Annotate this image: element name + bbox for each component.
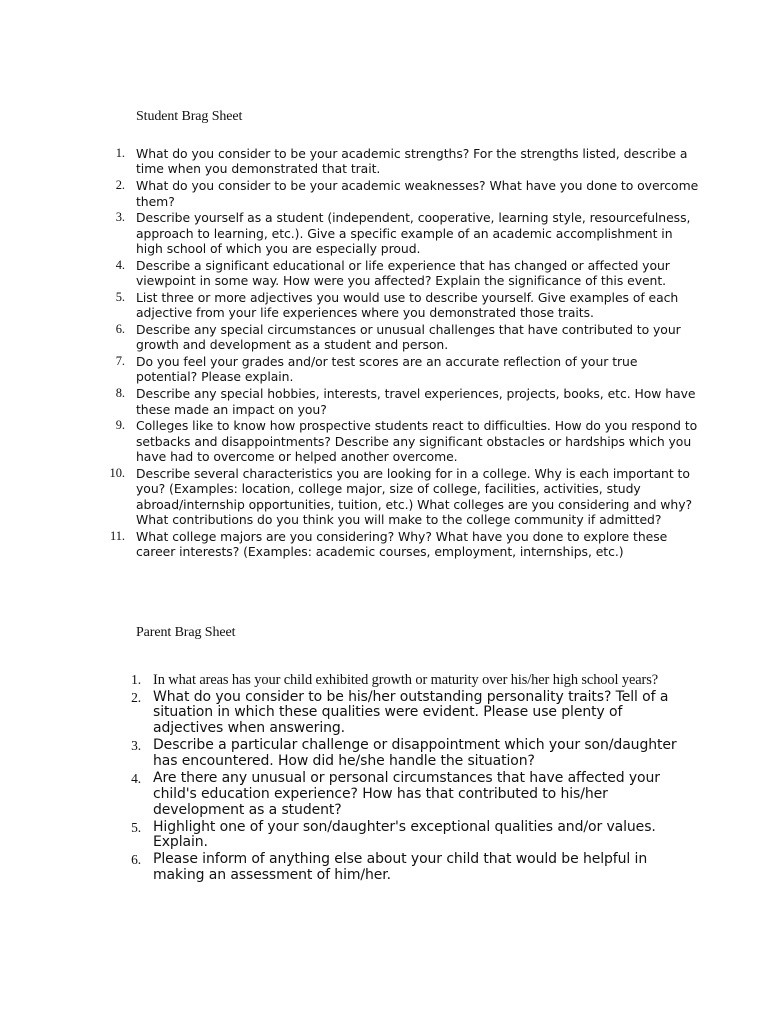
question-number: 8. (115, 386, 125, 401)
question-text: Describe yourself as a student (independent, cooperative, learning style, resourcefulness, approach to learning, etc.). Give a specific example of an academic accomplishment in high school of which you are especially proud. (136, 210, 691, 257)
parent-question-item (116, 672, 686, 689)
question-text: Please inform of anything else about your child that would be helpful in making an assessment of him/her. (153, 851, 648, 884)
student-question-item (100, 529, 700, 560)
student-question-item (100, 466, 700, 528)
question-text: What do you consider to be your academic weaknesses? What have you done to overcome them? (136, 178, 699, 209)
parent-question-item (116, 771, 686, 818)
question-text: Colleges like to know how prospective students react to difficulties. How do you respond to setbacks and disappointments? Describe any significant obstacles or hardships which you have had to overcome or helped another overcome. (136, 418, 698, 465)
parent-question-item (116, 690, 686, 737)
question-number: 6. (115, 321, 125, 336)
question-text: Describe several characteristics you are looking for in a college. Why is each important to you? (Examples: location, college major, size of college, facilities, activities, study abroad/internship opportunities, tuition, etc.) What colleges are you considering and why? What contributions do you think you will make to the college community if admitted? (136, 465, 693, 528)
parent-question-item (116, 852, 686, 884)
question-number: 6. (131, 852, 141, 868)
question-number: 2. (131, 689, 141, 705)
question-number: 5. (131, 819, 141, 835)
question-number: 7. (115, 354, 125, 369)
question-number: 4. (131, 771, 141, 787)
question-text: Describe a particular challenge or disappointment which your son/daughter has encountered. How did he/she handle the situation? (153, 737, 677, 770)
parent-brag-sheet-title: Parent Brag Sheet (136, 625, 236, 640)
parent-question-item (116, 820, 686, 852)
question-text: What college majors are you considering? Why? What have you done to explore these career interests? (Examples: academic courses, employment, internships, etc.) (136, 528, 668, 560)
question-number: 10. (109, 465, 125, 480)
question-text: Describe any special circumstances or unusual challenges that have contributed to your growth and development as a student and person. (136, 321, 681, 353)
question-text: In what areas has your child exhibited growth or maturity over his/her high school years? (153, 672, 659, 688)
question-number: 1. (115, 146, 125, 160)
question-number: 5. (115, 289, 125, 304)
student-question-item (100, 258, 700, 289)
student-question-item (100, 418, 700, 464)
question-number: 11. (109, 528, 125, 543)
parent-question-list (116, 672, 686, 885)
question-text: List three or more adjectives you would use to describe yourself. Give examples of each adjective from your life experiences where you demonstrated those traits. (136, 289, 679, 321)
question-text: Highlight one of your son/daughter's exceptional qualities and/or values. Explain. (153, 818, 656, 851)
parent-question-item (116, 738, 686, 770)
student-question-item (100, 178, 700, 209)
question-number: 9. (115, 418, 125, 433)
question-number: 3. (115, 210, 125, 225)
student-question-item (100, 386, 700, 417)
question-number: 1. (131, 672, 141, 687)
student-question-item (100, 290, 700, 321)
student-question-item (100, 322, 700, 353)
student-brag-sheet-title: Student Brag Sheet (136, 109, 243, 124)
question-number: 4. (115, 257, 125, 272)
question-text: Describe a significant educational or life experience that has changed or affected your viewpoint in some way. How were you affected? Explain the significance of this event. (136, 257, 670, 289)
question-text: Are there any unusual or personal circumstances that have affected your child's education experience? How has that contributed to his/her development as a student? (153, 770, 660, 818)
question-text: Describe any special hobbies, interests, travel experiences, projects, books, etc. How have these made an impact on you? (136, 386, 696, 417)
question-text: What do you consider to be his/her outstanding personality traits? Tell of a situation in which these qualities were evident. Please use plenty of adjectives when answering. (153, 688, 669, 737)
question-text: Do you feel your grades and/or test scores are an accurate reflection of your true potential? Please explain. (136, 354, 638, 385)
student-question-item (100, 354, 700, 385)
question-text: What do you consider to be your academic strengths? For the strengths listed, describe a time when you demonstrated that trait. (136, 146, 688, 177)
question-number: 3. (131, 738, 141, 754)
student-question-item (100, 146, 700, 177)
question-number: 2. (115, 178, 125, 193)
student-question-item (100, 210, 700, 256)
student-question-list (100, 146, 700, 561)
